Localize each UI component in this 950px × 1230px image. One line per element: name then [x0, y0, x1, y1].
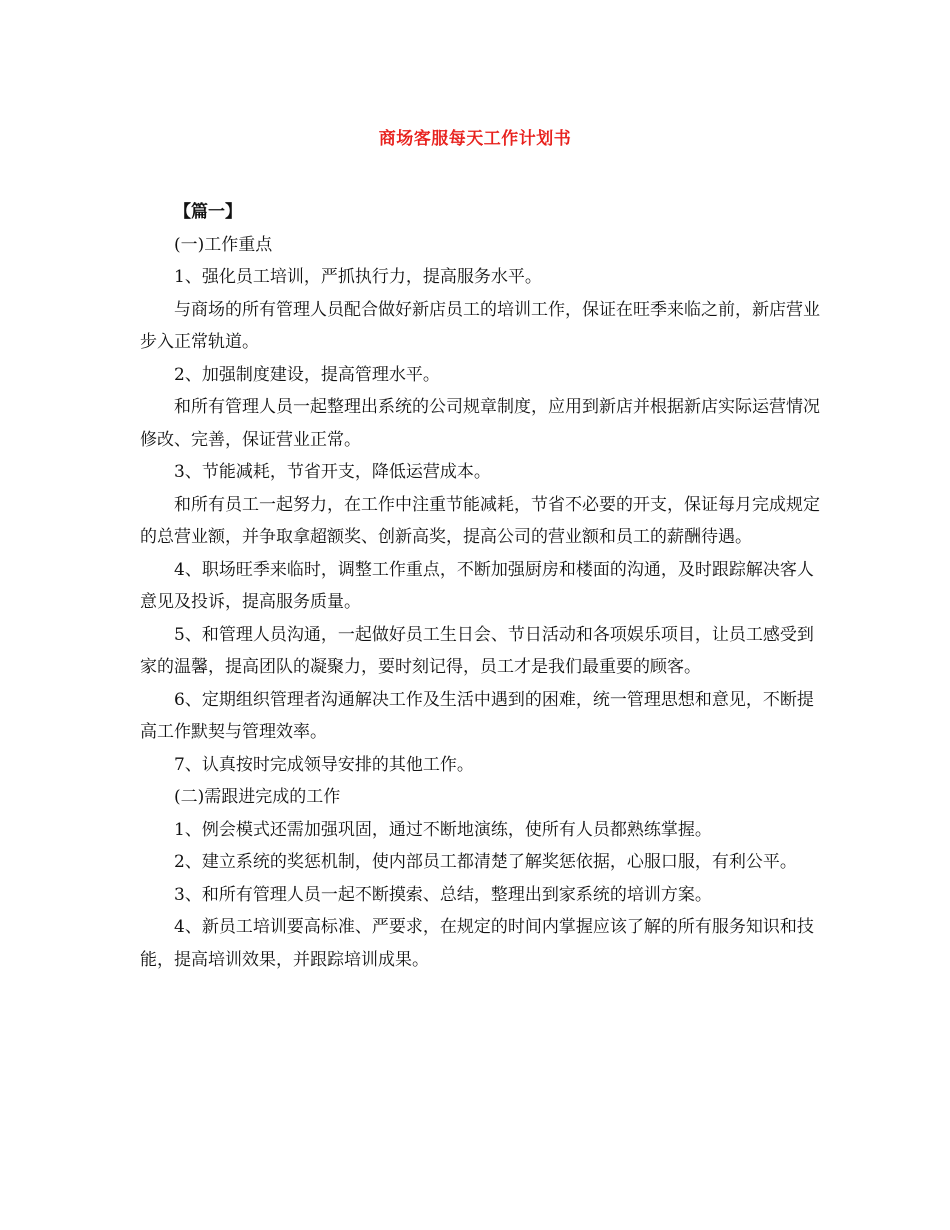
list-item: 6、定期组织管理者沟通解决工作及生活中遇到的困难，统一管理思想和意见，不断提高工作默契与管理效率。 [140, 689, 814, 742]
document-title: 商场客服每天工作计划书 [378, 129, 572, 149]
list-item: 1、强化员工培训，严抓执行力，提高服务水平。 [174, 267, 542, 287]
list-item: 7、认真按时完成领导安排的其他工作。 [174, 754, 474, 775]
subsection-heading: (二)需跟进完成的工作 [174, 787, 341, 807]
list-item: 4、职场旺季来临时，调整工作重点，不断加强厨房和楼面的沟通，及时跟踪解决客人意见及投诉，提高服务质量。 [140, 559, 814, 612]
list-item: 3、和所有管理人员一起不断摸索、总结，整理出到家系统的培训方案。 [174, 884, 712, 905]
section-heading: 【篇一】 [174, 202, 242, 222]
paragraph: 和所有员工一起努力，在工作中注重节能减耗，节省不必要的开支，保证每月完成规定的总营业额，并争取拿超额奖、创新高奖，提高公司的营业额和员工的薪酬待遇。 [140, 494, 820, 547]
document-body [140, 196, 830, 976]
paragraph: 与商场的所有管理人员配合做好新店员工的培训工作，保证在旺季来临之前，新店营业步入正常轨道。 [140, 299, 820, 352]
list-item: 2、建立系统的奖惩机制，使内部员工都清楚了解奖惩依据，心服口服，有利公平。 [174, 852, 797, 872]
list-item: 4、新员工培训要高标准、严要求，在规定的时间内掌握应该了解的所有服务知识和技能，提高培训效果，并跟踪培训成果。 [140, 917, 814, 970]
list-item: 3、节能减耗，节省开支，降低运营成本。 [174, 462, 491, 482]
paragraph: 和所有管理人员一起整理出系统的公司规章制度，应用到新店并根据新店实际运营情况修改、完善，保证营业正常。 [140, 397, 820, 450]
list-item: 5、和管理人员沟通，一起做好员工生日会、节日活动和各项娱乐项目，让员工感受到家的温馨，提高团队的凝聚力，要时刻记得，员工才是我们最重要的顾客。 [140, 624, 814, 677]
list-item: 2、加强制度建设，提高管理水平。 [174, 364, 440, 385]
subsection-heading: (一)工作重点 [174, 234, 273, 255]
list-item: 1、例会模式还需加强巩固，通过不断地演练，使所有人员都熟练掌握。 [174, 819, 712, 840]
